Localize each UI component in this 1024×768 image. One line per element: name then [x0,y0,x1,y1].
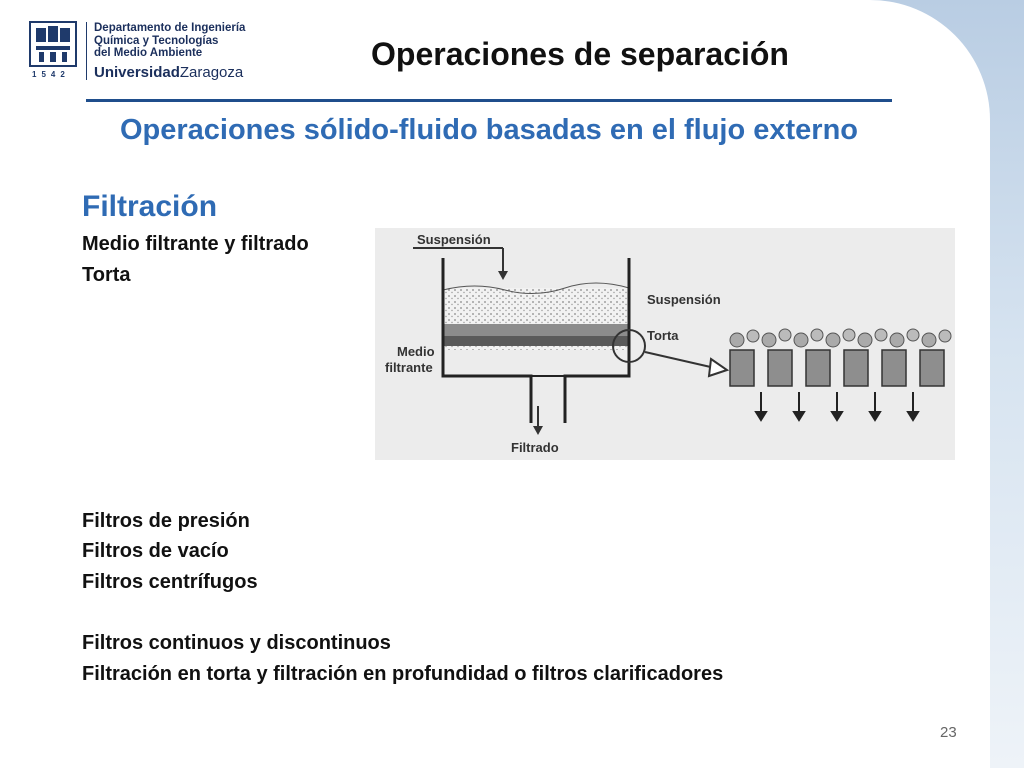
university-logo [18,20,270,84]
title-rule [86,99,892,102]
filter-mode-item: Filtros continuos y discontinuos [82,632,391,654]
university-name-regular: Zaragoza [179,64,244,81]
department-line: Departamento de Ingeniería [94,22,246,34]
intro-item: Torta [82,264,131,286]
label-suspension-right: Suspensión [647,292,721,307]
filter-type-item: Filtros centrífugos [82,571,258,593]
filter-type-item: Filtros de vacío [82,540,229,562]
page-number: 23 [940,724,957,741]
label-torta: Torta [647,328,679,343]
filter-medium-layer [443,336,629,346]
zoom-arrow-icon [709,359,727,376]
particle-layer [730,329,951,347]
intro-item: Medio filtrante y filtrado [82,233,309,255]
logo-year: 1542 [32,70,70,79]
department-line: del Medio Ambiente [94,47,203,59]
flow-arrows [756,392,918,420]
label-suspension-top: Suspensión [417,232,491,247]
slide-title: Operaciones de separación [371,36,789,72]
label-filtrado: Filtrado [511,440,559,455]
university-name-bold: Universidad [94,64,180,81]
label-filtrante: filtrante [385,360,433,375]
section-heading: Filtración [82,190,218,223]
filtrate-arrow-icon [533,426,543,435]
filter-type-item: Filtros de presión [82,510,250,532]
department-line: Química y Tecnologías [94,34,219,47]
label-medio: Medio [397,344,435,359]
cake-layer [443,324,629,336]
department-name [94,22,245,60]
slide-subtitle: Operaciones sólido-fluido basadas en el flujo externo [119,114,859,146]
logo-divider [86,22,87,80]
filtration-diagram [375,228,955,460]
inlet-arrow-icon [498,271,508,280]
university-name [94,64,243,81]
medium-blocks [730,350,944,386]
filter-mode-item: Filtración en torta y filtración en profundidad o filtros clarificadores [82,663,724,685]
